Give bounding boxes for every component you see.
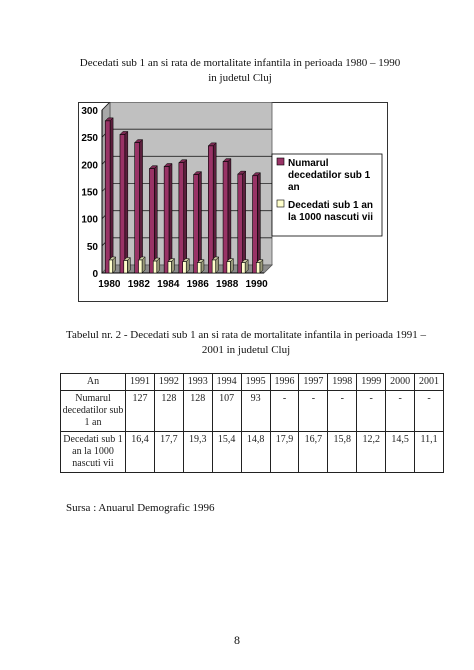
bar-deaths-side xyxy=(228,159,231,273)
bar-deaths-side xyxy=(184,160,187,273)
y-tick-label: 100 xyxy=(81,214,98,226)
bar-deaths xyxy=(208,146,213,273)
legend-label-deaths: decedatilor sub 1 xyxy=(288,170,371,181)
bar-deaths-side xyxy=(140,140,143,273)
table-cell: 127 xyxy=(126,391,155,432)
bar-deaths xyxy=(120,134,125,273)
table-cell: 16,7 xyxy=(299,432,328,473)
bar-rate xyxy=(153,261,157,273)
y-tick-label: 300 xyxy=(81,106,98,117)
table-cell: 16,4 xyxy=(126,432,155,473)
bar-rate xyxy=(242,263,246,273)
bar-rate xyxy=(124,261,128,273)
table-cell: - xyxy=(357,391,386,432)
table-cell: - xyxy=(270,391,299,432)
chart-title xyxy=(60,56,420,86)
table-row-label: Decedati sub 1 an la 1000 nascuti vii xyxy=(61,432,126,473)
legend-swatch-deaths xyxy=(277,158,284,165)
legend-swatch-rate xyxy=(277,200,284,207)
table-year-cell: 1994 xyxy=(212,374,241,391)
bar-deaths-side xyxy=(110,118,113,273)
table-cell: 11,1 xyxy=(415,432,444,473)
bar-chart xyxy=(78,102,388,302)
table-cell: 14,5 xyxy=(386,432,415,473)
bar-deaths-side xyxy=(213,143,216,273)
bar-rate xyxy=(183,262,187,273)
bar-deaths xyxy=(135,143,140,273)
table-cell: 19,3 xyxy=(183,432,212,473)
bar-rate xyxy=(197,263,201,273)
x-tick-label: 1982 xyxy=(127,279,150,290)
bar-deaths xyxy=(149,169,154,273)
table-cell: - xyxy=(328,391,357,432)
table-caption-line1: Tabelul nr. 2 - Decedati sub 1 an si rata de mortalitate infantila in perioada 1991 – xyxy=(66,329,426,341)
bar-deaths-side xyxy=(257,173,260,273)
bar-deaths xyxy=(105,121,110,273)
bar-deaths-side xyxy=(169,164,172,273)
table-year-cell: 1999 xyxy=(357,374,386,391)
table-cell: 14,8 xyxy=(241,432,270,473)
table-cell: 17,7 xyxy=(154,432,183,473)
table-header-row xyxy=(61,374,444,391)
bar-rate xyxy=(227,262,231,273)
y-tick-label: 200 xyxy=(81,160,98,172)
table-row-label: Numarul decedatilor sub 1 an xyxy=(61,391,126,432)
table-header-label: An xyxy=(61,374,126,391)
table-year-cell: 1997 xyxy=(299,374,328,391)
bar-deaths xyxy=(179,163,184,273)
page-number: 8 xyxy=(234,633,240,647)
table-year-cell: 1992 xyxy=(154,374,183,391)
bar-deaths-side xyxy=(198,172,201,273)
table-year-cell: 1995 xyxy=(241,374,270,391)
y-tick-label: 250 xyxy=(81,133,98,145)
y-tick-label: 0 xyxy=(92,269,98,280)
bar-deaths xyxy=(164,167,169,273)
table-cell: 93 xyxy=(241,391,270,432)
bar-deaths xyxy=(238,174,243,273)
table-row xyxy=(61,391,444,432)
y-tick-label: 50 xyxy=(86,241,98,253)
table-year-cell: 2000 xyxy=(386,374,415,391)
table-caption xyxy=(58,328,434,358)
bar-rate xyxy=(168,262,172,273)
bar-deaths xyxy=(194,175,199,273)
bar-deaths-side xyxy=(154,166,157,273)
table-cell: 107 xyxy=(212,391,241,432)
y-tick-label: 150 xyxy=(81,187,98,199)
bar-rate xyxy=(139,260,143,273)
table-cell: 128 xyxy=(183,391,212,432)
legend-label-deaths: an xyxy=(288,182,300,193)
chart-title-line1: Decedati sub 1 an si rata de mortalitate infantila in perioada 1980 – 1990 xyxy=(79,57,401,69)
bar-rate xyxy=(256,263,260,273)
table-cell: 17,9 xyxy=(270,432,299,473)
x-tick-label: 1990 xyxy=(245,279,268,290)
table-cell: 15,4 xyxy=(212,432,241,473)
chart-title-line2: in judetul Cluj xyxy=(208,72,272,84)
bar-deaths-side xyxy=(243,171,246,273)
x-tick-label: 1988 xyxy=(216,279,239,290)
bar-rate xyxy=(212,260,216,273)
bar-deaths-side xyxy=(125,131,128,273)
table-cell: - xyxy=(386,391,415,432)
mortality-table xyxy=(60,373,444,473)
x-tick-label: 1986 xyxy=(186,279,209,290)
legend-label-rate: Decedati sub 1 an xyxy=(288,200,374,211)
table-year-cell: 1993 xyxy=(183,374,212,391)
source-note: Sursa : Anuarul Demografic 1996 xyxy=(66,502,215,514)
table-cell: 12,2 xyxy=(357,432,386,473)
table-cell: - xyxy=(415,391,444,432)
x-tick-label: 1984 xyxy=(157,279,180,290)
bar-deaths xyxy=(223,162,228,273)
bar-rate xyxy=(109,260,113,273)
bar-deaths xyxy=(253,176,258,273)
x-tick-label: 1980 xyxy=(98,279,121,290)
table-caption-line2: 2001 in judetul Cluj xyxy=(201,344,291,356)
table-year-cell: 1991 xyxy=(126,374,155,391)
table-cell: 15,8 xyxy=(328,432,357,473)
table-year-cell: 1998 xyxy=(328,374,357,391)
legend-label-deaths: Numarul xyxy=(288,158,329,169)
legend-label-rate: la 1000 nascuti vii xyxy=(288,212,374,223)
table-row xyxy=(61,432,444,473)
table-cell: - xyxy=(299,391,328,432)
table-cell: 128 xyxy=(154,391,183,432)
table-year-cell: 2001 xyxy=(415,374,444,391)
table-year-cell: 1996 xyxy=(270,374,299,391)
